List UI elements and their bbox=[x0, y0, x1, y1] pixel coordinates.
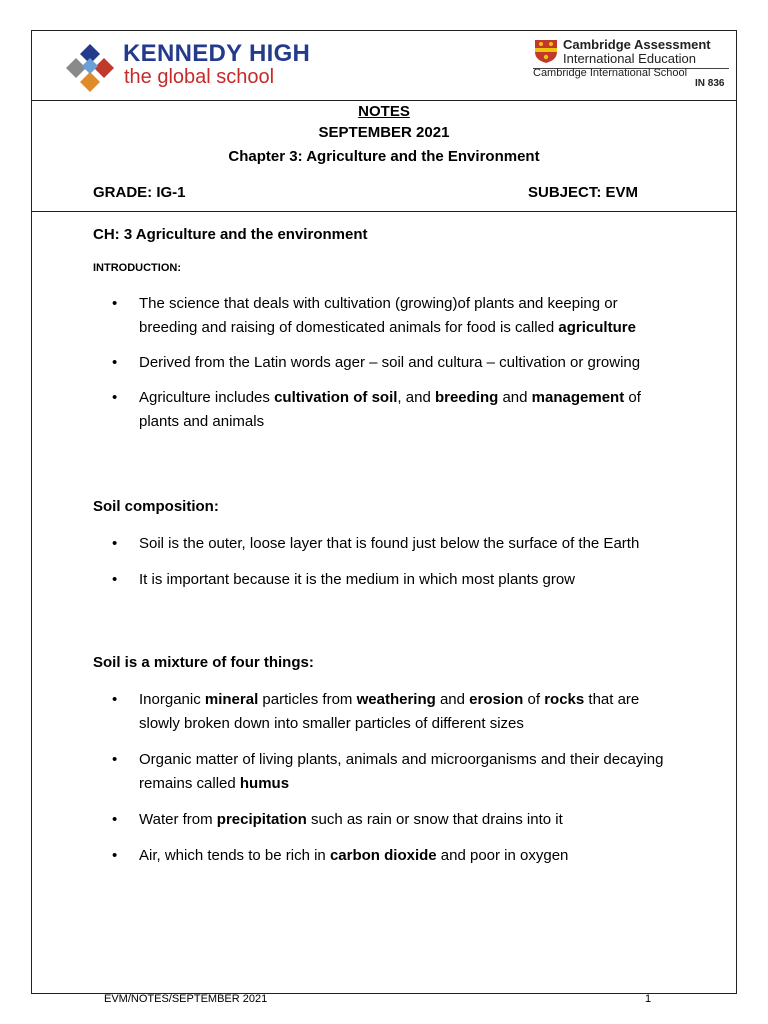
date-title: SEPTEMBER 2021 bbox=[318, 124, 450, 141]
mixture-list bbox=[112, 688, 679, 868]
chapter-title: Chapter 3: Agriculture and the Environment bbox=[228, 148, 540, 165]
header-divider bbox=[31, 100, 737, 101]
list-item: • Derived from the Latin words ager – soil and cultura – cultivation or growing bbox=[112, 351, 679, 375]
list-item: • Agriculture includes cultivation of soil, and breeding and management of plants and animals bbox=[112, 386, 679, 434]
subject-label: SUBJECT: EVM bbox=[528, 184, 639, 201]
list-item: • The science that deals with cultivation (growing)of plants and keeping or breeding and raising of domesticated animals for food is called agriculture bbox=[112, 292, 679, 340]
board-code: IN 836 bbox=[695, 78, 725, 89]
list-item: • Air, which tends to be rich in carbon dioxide and poor in oxygen bbox=[112, 844, 679, 868]
mixture-heading: Soil is a mixture of four things: bbox=[93, 654, 314, 671]
intro-heading: INTRODUCTION: bbox=[93, 262, 181, 274]
footer-label: EVM/NOTES/SEPTEMBER 2021 bbox=[104, 993, 268, 1005]
notes-title: NOTES bbox=[358, 103, 410, 120]
list-item: • Inorganic mineral particles from weathering and erosion of rocks that are slowly broken down into smaller particles of different sizes bbox=[112, 688, 679, 736]
board-line3: Cambridge International School bbox=[533, 67, 688, 79]
list-item: • Soil is the outer, loose layer that is found just below the surface of the Earth bbox=[112, 532, 679, 556]
list-item: • Water from precipitation such as rain or snow that drains into it bbox=[112, 808, 679, 832]
school-name: KENNEDY HIGH bbox=[123, 40, 311, 67]
title-divider bbox=[31, 211, 737, 212]
board-line1: Cambridge Assessment bbox=[563, 37, 711, 52]
cambridge-shield-icon bbox=[533, 38, 559, 64]
school-crest-icon bbox=[62, 42, 118, 96]
list-item: • It is important because it is the medium in which most plants grow bbox=[112, 568, 679, 592]
school-tagline: the global school bbox=[124, 66, 275, 88]
list-item: • Organic matter of living plants, animals and microorganisms and their decaying remains called humus bbox=[112, 748, 679, 796]
intro-list bbox=[112, 292, 679, 434]
page-number: 1 bbox=[645, 993, 652, 1005]
chapter-heading: CH: 3 Agriculture and the environment bbox=[93, 226, 368, 243]
soil-list bbox=[112, 532, 679, 592]
board-line2: International Education bbox=[563, 51, 696, 66]
grade-label: GRADE: IG-1 bbox=[93, 184, 186, 201]
soil-heading: Soil composition: bbox=[93, 498, 219, 515]
